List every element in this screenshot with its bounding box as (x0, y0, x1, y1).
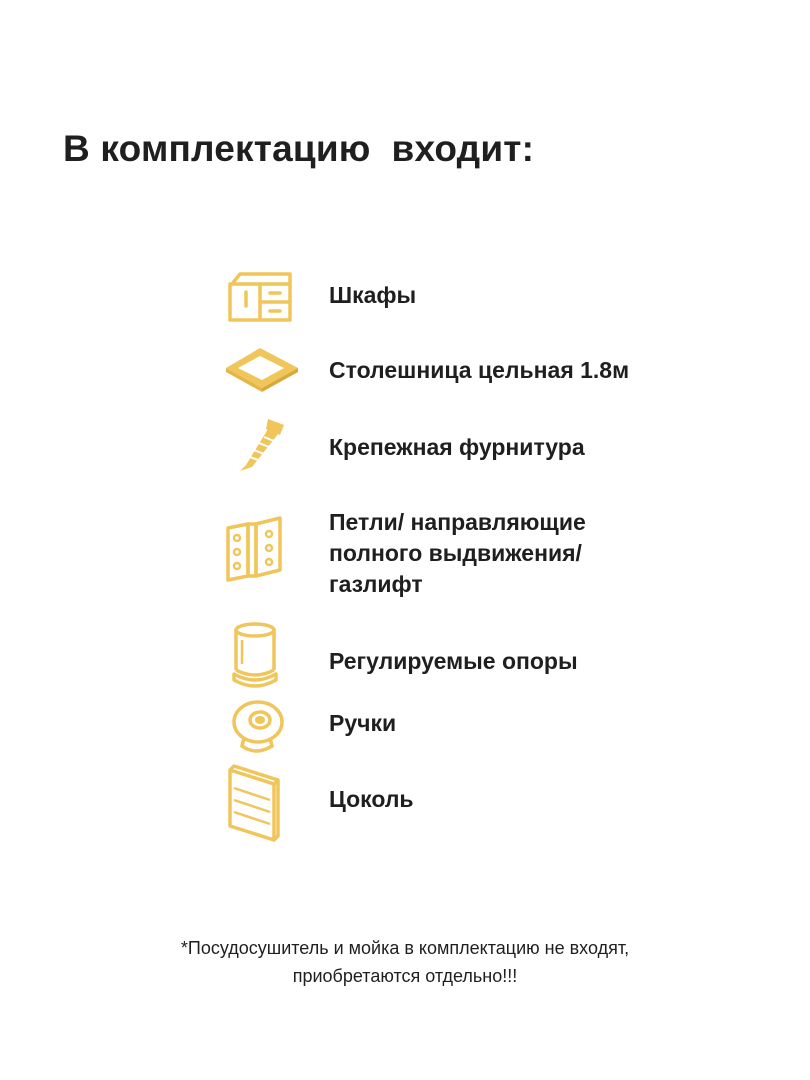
cabinet-icon (222, 258, 302, 338)
footnote-line-2: приобретаются отдельно!!! (292, 966, 518, 986)
hinges-label-line-3: газлифт (329, 571, 423, 597)
plinth-icon (222, 764, 302, 844)
knob-handle-icon (222, 690, 302, 770)
item-label-cabinets: Шкафы (329, 282, 417, 308)
hinge-icon (222, 510, 302, 590)
footnote-line-1: *Посудосушитель и мойка в комплектацию не входят, (180, 938, 630, 958)
screw-icon (222, 405, 302, 485)
item-label-hinges (329, 507, 586, 600)
item-label-handles: Ручки (329, 710, 397, 736)
countertop-icon (222, 330, 302, 410)
adjustable-foot-icon (222, 614, 302, 694)
item-label-countertop: Столешница цельная 1.8м (329, 357, 630, 383)
hinges-label-line-1: Петли/ направляющие (329, 509, 586, 535)
item-label-plinth: Цоколь (329, 786, 414, 812)
item-label-fasteners: Крепежная фурнитура (329, 434, 585, 460)
footnote (0, 934, 810, 990)
hinges-label-line-2: полного выдвижения/ (329, 540, 582, 566)
page-title: В комплектацию входит: (63, 128, 535, 169)
item-label-adjustable-feet: Регулируемые опоры (329, 648, 578, 674)
